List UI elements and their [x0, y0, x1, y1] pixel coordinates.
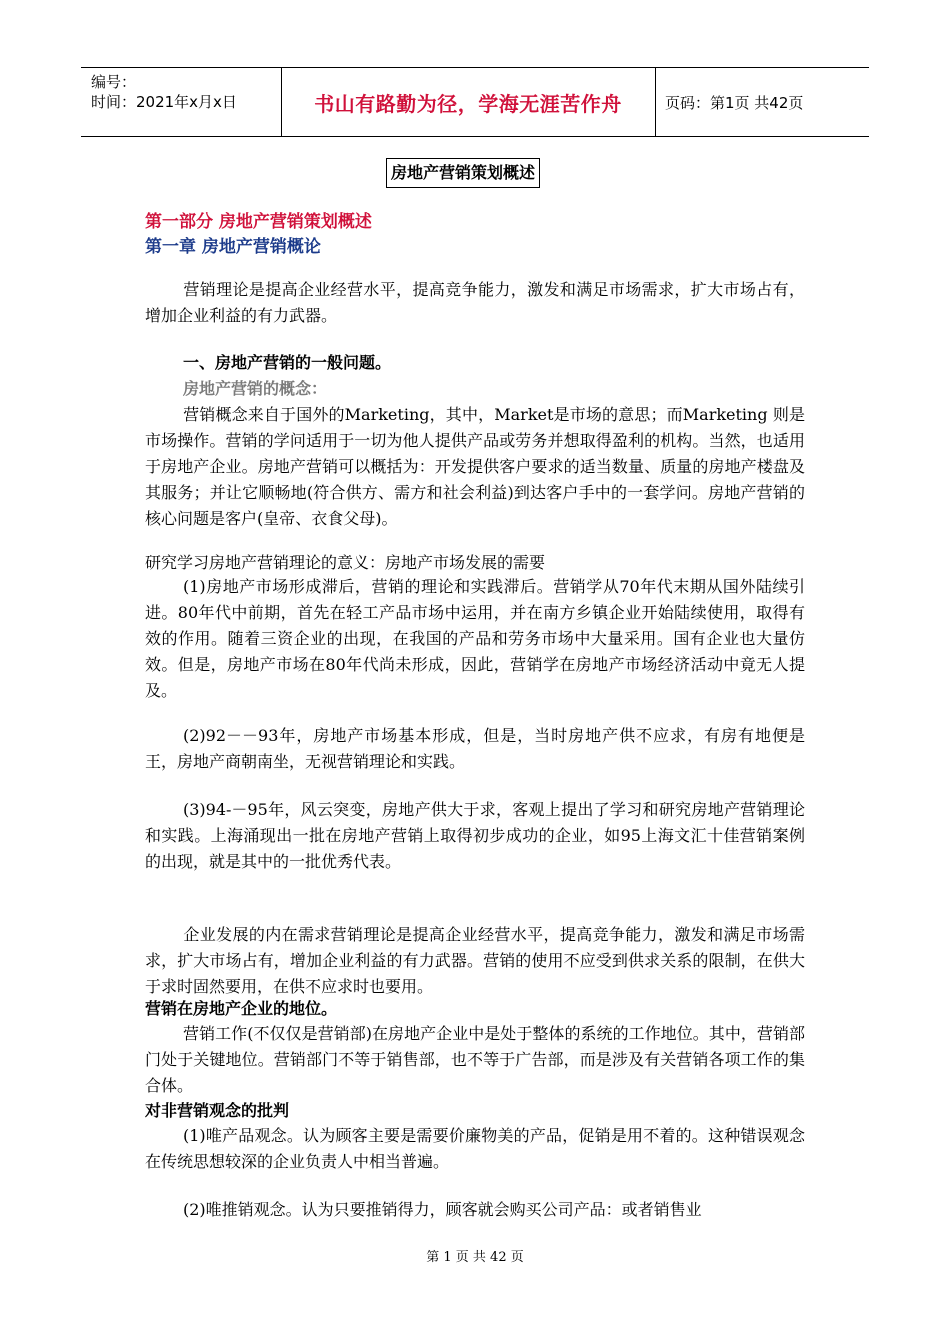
internal-need-text: 企业发展的内在需求营销理论是提高企业经营水平，提高竞争能力，激发和满足市场需求，扩大市场占有，增加企业利益的有力武器。营销的使用不应受到供求关系的限制，在供大于求时固然要用，在供不应求时也要用。: [145, 925, 805, 996]
significance-line: 研究学习房地产营销理论的意义：房地产市场发展的需要: [145, 553, 546, 572]
internal-need-paragraph: [145, 922, 805, 1000]
point3-paragraph: [145, 797, 805, 875]
section1-heading: 一、房地产营销的一般问题。: [183, 353, 392, 372]
chapter-heading: 第一章 房地产营销概论: [145, 237, 321, 257]
position-paragraph: [145, 1021, 805, 1099]
position-text: 营销工作(不仅仅是营销部)在房地产企业中是处于整体的系统的工作地位。其中，营销部门处于关键地位。营销部门不等于销售部，也不等于广告部，而是涉及有关营销各项工作的集合体。: [145, 1024, 805, 1095]
part-heading: 第一部分 房地产营销策划概述: [145, 212, 372, 232]
concept-text: 营销概念来自于国外的Marketing，其中，Market是市场的意思；而Marketing 则是市场操作。营销的学问适用于一切为他人提供产品或劳务并想取得盈利的机构。当然，也适用于房地产企业。房地产营销可以概括为：开发提供客户要求的适当数量、质量的房地产楼盘及其服务；并让它顺畅地(符合供方、需方和社会利益)到达客户手中的一套学问。房地产营销的核心问题是客户(皇帝、衣食父母)。: [145, 405, 805, 528]
critique2-paragraph: [145, 1197, 805, 1223]
intro-paragraph: [145, 277, 805, 329]
intro-text: 营销理论是提高企业经营水平，提高竞争能力，激发和满足市场需求，扩大市场占有，增加企业利益的有力武器。: [145, 280, 805, 325]
critique-heading: 对非营销观念的批判: [145, 1101, 290, 1120]
header-motto: 书山有路勤为径，学海无涯苦作舟: [314, 91, 622, 116]
point1-text: (1)房地产市场形成滞后，营销的理论和实践滞后。营销学从70年代末期从国外陆续引进。80年代中前期，首先在轻工产品市场中运用，并在南方乡镇企业开始陆续使用，取得有效的作用。随着三资企业的出现，在我国的产品和劳务市场中大量采用。国有企业也大量仿效。但是，房地产市场在80年代尚未形成，因此，营销学在房地产市场经济活动中竟无人提及。: [145, 577, 805, 700]
critique1-paragraph: [145, 1123, 805, 1175]
point2-text: (2)92－－93年，房地产市场基本形成，但是，当时房地产供不应求，有房有地便是王，房地产商朝南坐，无视营销理论和实践。: [145, 726, 805, 771]
time-label: 时间：2021年x月x日: [91, 93, 237, 111]
header-divider: [655, 68, 656, 136]
header-meta: [91, 72, 237, 112]
point2-paragraph: [145, 723, 805, 775]
concept-paragraph: [145, 402, 805, 532]
header-page-info: 页码：第1页 共42页: [665, 93, 804, 112]
point1-paragraph: [145, 574, 805, 704]
document-title: 房地产营销策划概述: [386, 158, 540, 188]
header-table: [81, 67, 869, 137]
critique2-text: (2)唯推销观念。认为只要推销得力，顾客就会购买公司产品：或者销售业: [183, 1200, 702, 1219]
point3-text: (3)94-－95年，风云突变，房地产供大于求，客观上提出了学习和研究房地产营销理论和实践。上海涌现出一批在房地产营销上取得初步成功的企业，如95上海文汇十佳营销案例的出现，就是其中的一批优秀代表。: [145, 800, 805, 871]
number-label: 编号：: [91, 73, 137, 91]
page-footer: 第 1 页 共 42 页: [426, 1250, 524, 1265]
position-heading: 营销在房地产企业的地位。: [145, 999, 338, 1018]
concept-heading: 房地产营销的概念：: [183, 379, 328, 398]
critique1-text: (1)唯产品观念。认为顾客主要是需要价廉物美的产品，促销是用不着的。这种错误观念在传统思想较深的企业负责人中相当普遍。: [145, 1126, 805, 1171]
